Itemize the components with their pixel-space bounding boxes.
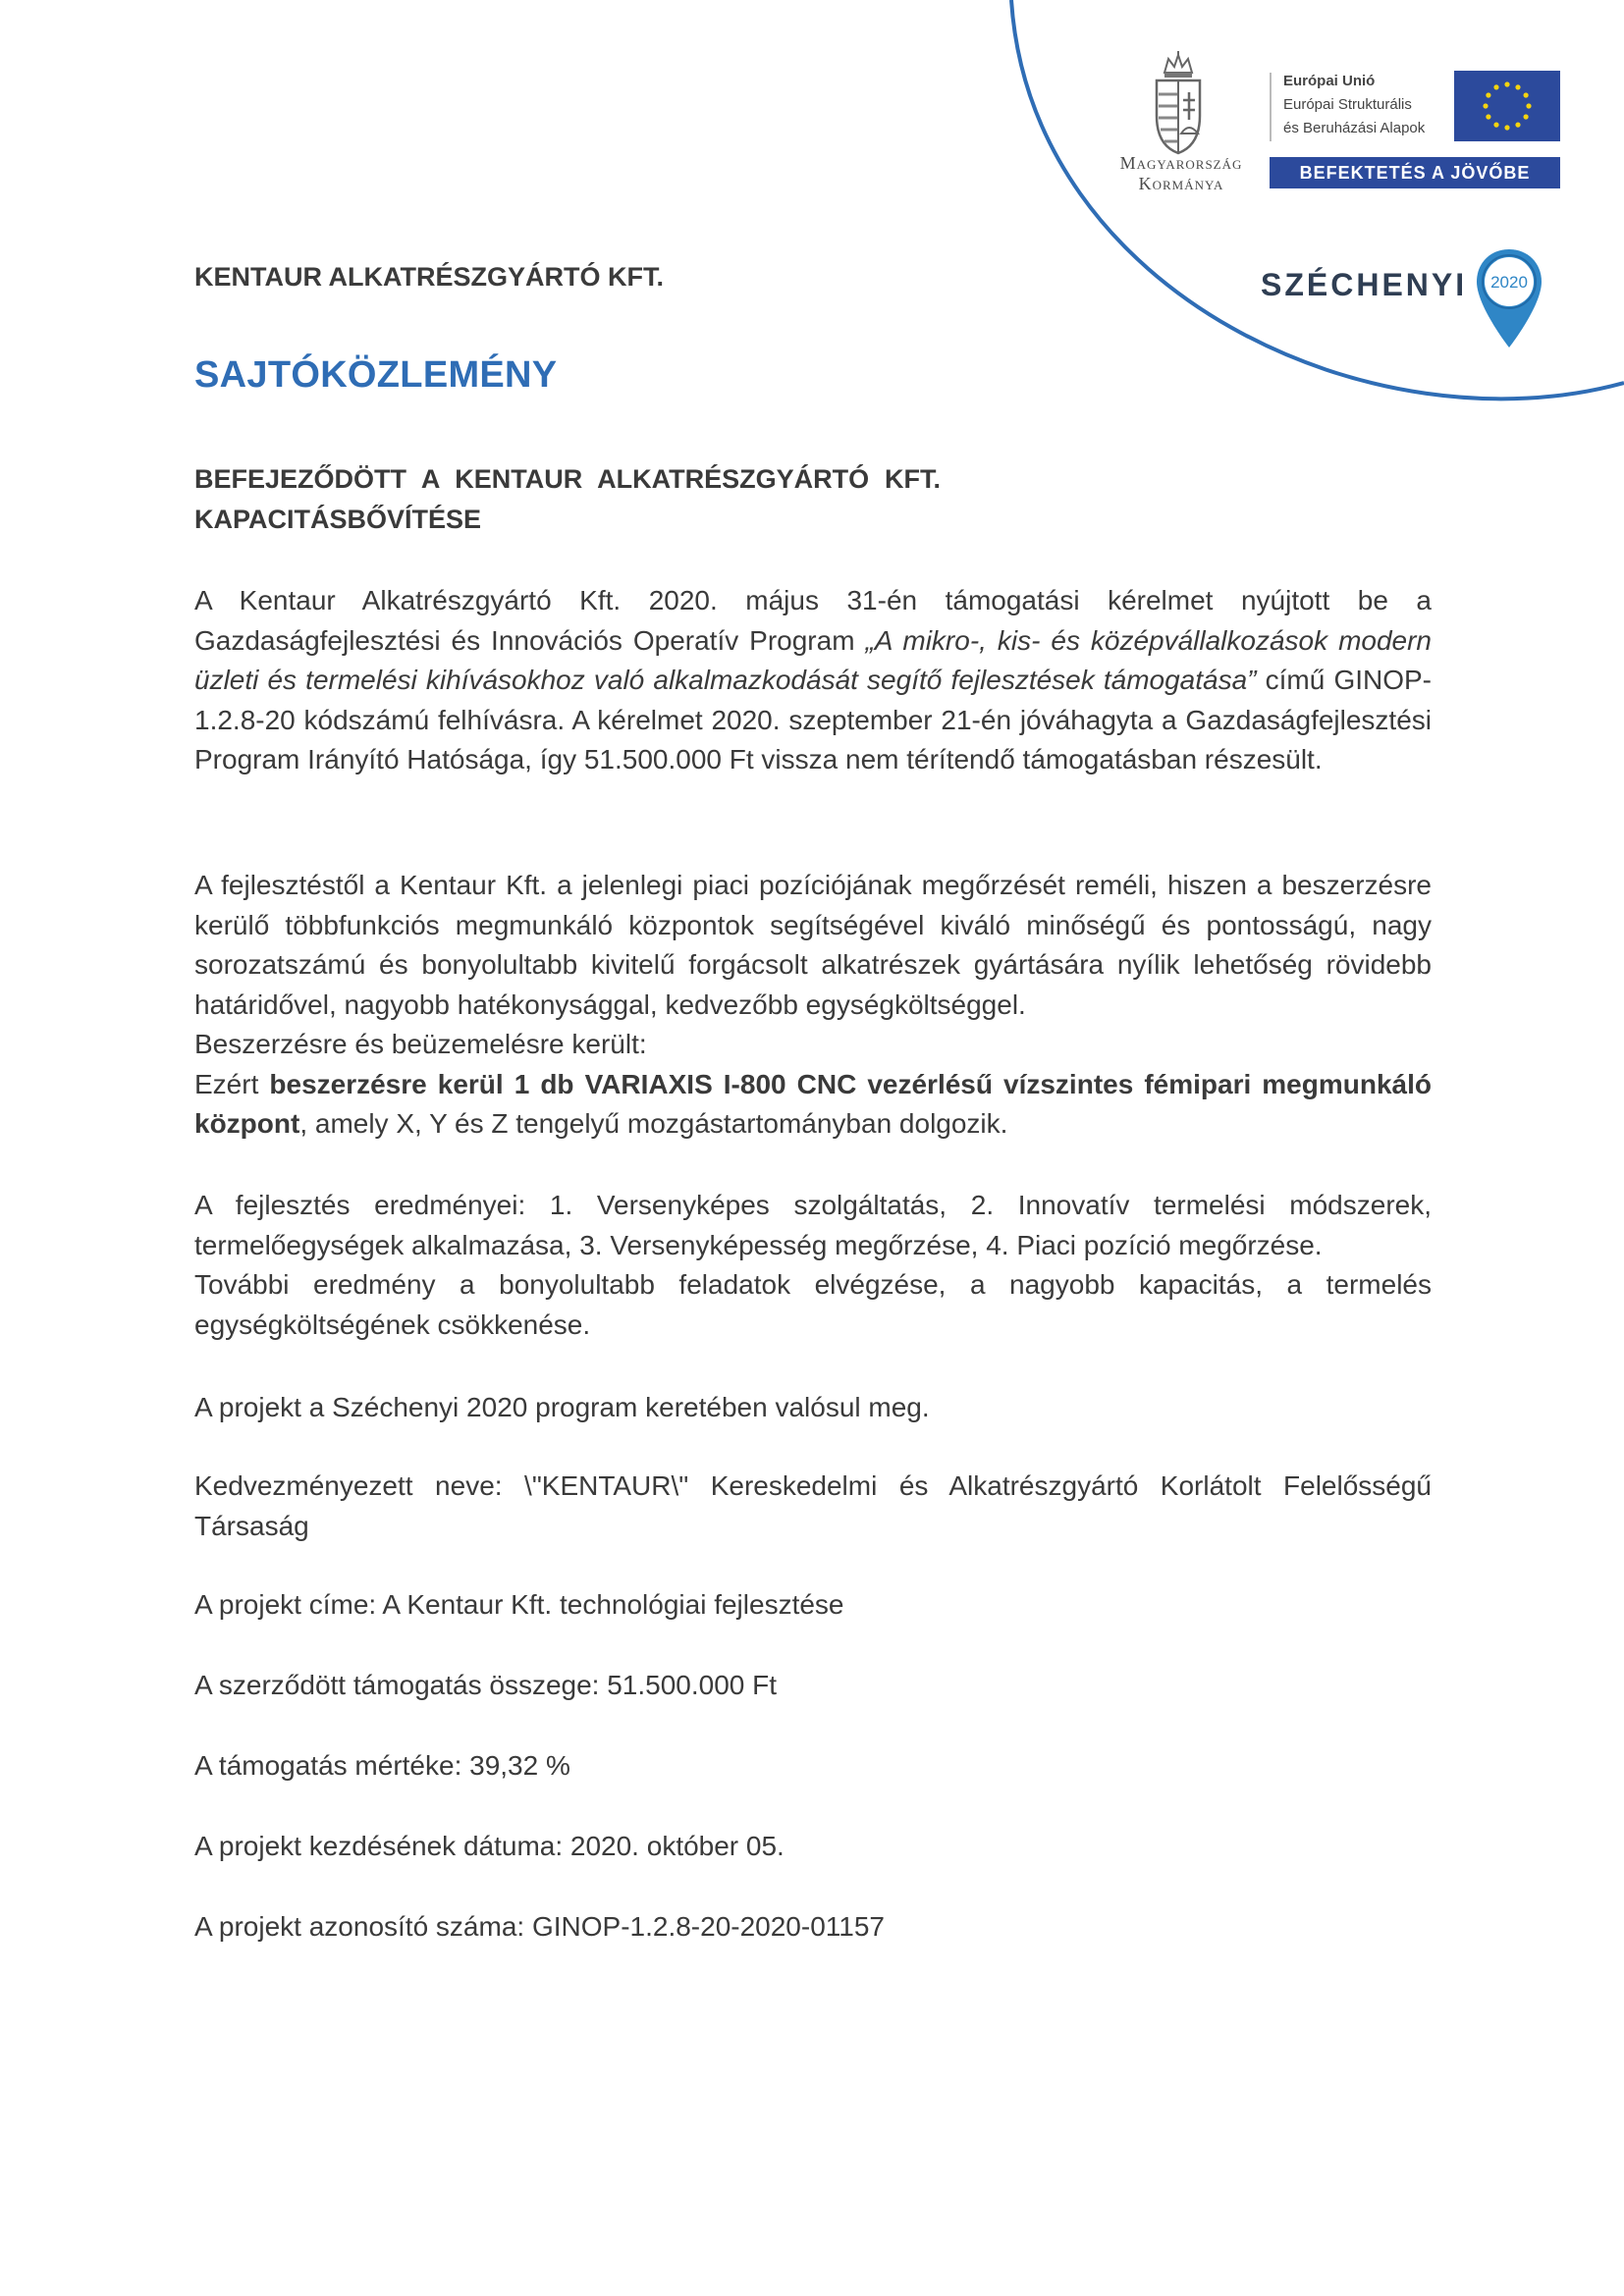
- p2-text-d: , amely X, Y és Z tengelyű mozgástartományban dolgozik.: [299, 1108, 1008, 1139]
- press-release-title: SAJTÓKÖZLEMÉNY: [194, 354, 558, 396]
- field-start-date: A projekt kezdésének dátuma: 2020. október 05.: [194, 1831, 785, 1861]
- eu-star-icon: [1526, 103, 1531, 108]
- p1-text-b: című GINOP-1.2.8-20 kódszámú felhívásra. A kérelmet 2020. szeptember 21-én jóváhagyta a Gazdaságfejlesztési Program Irányító Hatósága, így 51.500.000 Ft vissza nem térítendő támogatásban részesült.: [194, 665, 1432, 774]
- eu-star-icon: [1515, 84, 1520, 89]
- szechenyi-logo-text: SZÉCHENYI: [1261, 267, 1468, 302]
- p3-text-b: További eredmény a bonyolultabb feladatok elvégzése, a nagyobb kapacitás, a termelés egységköltségének csökkenése.: [194, 1269, 1432, 1340]
- eu-slogan-banner: BEFEKTETÉS A JÖVŐBE: [1270, 157, 1560, 188]
- eu-star-icon: [1524, 114, 1529, 119]
- eu-star-icon: [1524, 92, 1529, 97]
- p2-machine: beszerzésre kerül 1 db VARIAXIS I-800 CNC vezérlésű vízszintes fémipari megmunkáló központ: [194, 1068, 1432, 1139]
- eu-star-icon: [1515, 123, 1520, 128]
- eu-star-icon: [1493, 123, 1498, 128]
- p2-text-c: Ezért: [194, 1068, 270, 1099]
- hungarian-coat-of-arms-logo: [1149, 51, 1208, 157]
- paragraph-program: A projekt a Széchenyi 2020 program keretében valósul meg.: [194, 1392, 930, 1422]
- eu-line-2: Európai Strukturális: [1283, 96, 1412, 113]
- szechenyi-pin-logo: [1475, 247, 1543, 349]
- headline: BEFEJEZŐDÖTT A KENTAUR ALKATRÉSZGYÁRTÓ KFT. KAPACITÁSBŐVÍTÉSE: [194, 464, 941, 534]
- eu-star-icon: [1486, 114, 1490, 119]
- eu-logo-block: [1270, 69, 1560, 192]
- eu-star-icon: [1486, 92, 1490, 97]
- field-project-id: A projekt azonosító száma: GINOP-1.2.8-20-2020-01157: [194, 1911, 885, 1942]
- field-project-title: A projekt címe: A Kentaur Kft. technológiai fejlesztése: [194, 1589, 844, 1620]
- eu-divider: [1270, 73, 1272, 141]
- p3-text-a: A fejlesztés eredményei: 1. Versenyképes szolgáltatás, 2. Innovatív termelési módszerek, termelőegységek alkalmazása, 3. Versenyképesség megőrzése, 4. Piaci pozíció megőrzése.: [194, 1190, 1432, 1260]
- p2-text-b: Beszerzésre és beüzemelésre került:: [194, 1029, 647, 1059]
- government-name-line-2: Kormánya: [1138, 174, 1224, 193]
- eu-star-icon: [1483, 103, 1488, 108]
- paragraph-application: [194, 581, 1432, 780]
- paragraph-results: [194, 1186, 1432, 1345]
- p2-text-a: A fejlesztéstől a Kentaur Kft. a jelenlegi piaci pozíciójának megőrzését reméli, hiszen a beszerzésre kerülő többfunkciós megmunkáló központok segítségével kiváló minőségű és pontosságú, nagy sorozatszámú és bonyolultabb kivitelű forgácsolt alkatrészek gyártására nyílik lehetőség rövidebb határidővel, nagyobb hatékonysággal, kedvezőbb egységköltséggel.: [194, 870, 1432, 1020]
- field-grant-rate: A támogatás mértéke: 39,32 %: [194, 1750, 570, 1781]
- eu-line-3: és Beruházási Alapok: [1283, 120, 1426, 136]
- eu-flag-icon: [1454, 71, 1560, 141]
- government-name-line-1: Magyarország: [1119, 153, 1243, 173]
- field-grant-amount: A szerződött támogatás összege: 51.500.000 Ft: [194, 1670, 778, 1700]
- eu-star-icon: [1504, 81, 1509, 86]
- eu-line-1: Európai Unió: [1283, 73, 1376, 89]
- eu-star-icon: [1504, 125, 1509, 130]
- p1-text-a: A Kentaur Alkatrészgyártó Kft. 2020. május 31-én támogatási kérelmet nyújtott be a Gazdaságfejlesztési és Innovációs Operatív Program: [194, 585, 1432, 656]
- company-name: KENTAUR ALKATRÉSZGYÁRTÓ KFT.: [194, 262, 664, 292]
- field-beneficiary: Kedvezményezett neve: \"KENTAUR\" Kereskedelmi és Alkatrészgyártó Korlátolt Felelősségű Társaság: [194, 1470, 1432, 1541]
- szechenyi-year: 2020: [1490, 273, 1528, 292]
- p1-program-title: „A mikro-, kis- és középvállalkozások modern üzleti és termelési kihívásokhoz való alkalmazkodását segítő fejlesztések támogatása”: [194, 624, 1433, 695]
- paragraph-development: [194, 866, 1432, 1145]
- eu-star-icon: [1493, 84, 1498, 89]
